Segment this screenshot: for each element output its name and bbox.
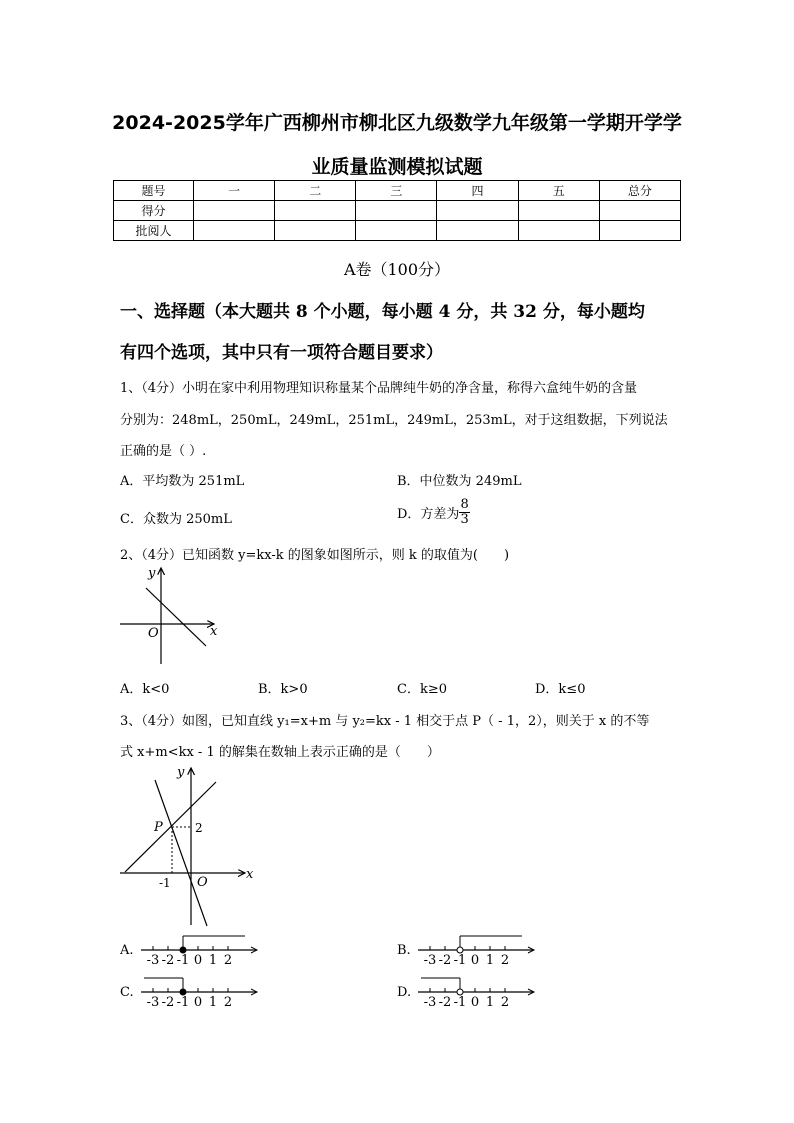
- q1-option-d[interactable]: [397, 498, 470, 527]
- score-input-cell[interactable]: [275, 201, 356, 221]
- q2-y-label: y: [148, 566, 156, 581]
- q2-x-label: x: [210, 624, 218, 639]
- number-line-tick-label: 1: [485, 953, 495, 968]
- number-line-tick-label: 0: [470, 995, 480, 1010]
- q2-option-a[interactable]: A．k<0: [120, 682, 170, 697]
- number-line-tick-label: -3: [423, 953, 437, 968]
- q3-graph: [115, 760, 265, 930]
- section-a-heading: A卷（100分）: [343, 260, 451, 279]
- open-point: [457, 947, 463, 953]
- title-line-2: 业质量监测模拟试题: [311, 156, 483, 178]
- title-line-1: 2024-2025学年广西柳州市柳北区九级数学九年级第一学期开学学: [112, 112, 682, 134]
- number-line-tick-label: -2: [161, 995, 175, 1010]
- score-header-cell: 三: [356, 181, 437, 201]
- score-header-cell: 总分: [599, 181, 680, 201]
- number-line-tick-label: -3: [423, 995, 437, 1010]
- reviewer-row: [114, 221, 681, 241]
- q2-option-c[interactable]: C．k≥0: [397, 682, 447, 697]
- score-input-cell[interactable]: [437, 201, 518, 221]
- score-header-cell: 题号: [114, 181, 194, 201]
- q3-text-line-2: 式 x+m<kx - 1 的解集在数轴上表示正确的是（ ）: [120, 745, 440, 760]
- number-line-tick-label: 1: [208, 953, 218, 968]
- open-point: [457, 989, 463, 995]
- q1-option-d-label: D．方差为: [397, 507, 460, 522]
- q1-option-b[interactable]: B．中位数为 249mL: [397, 474, 522, 489]
- number-line-tick-label: -2: [161, 953, 175, 968]
- number-line-tick-label: 0: [470, 953, 480, 968]
- number-line-tick-label: -1: [176, 995, 190, 1010]
- q3-line-y2: [155, 780, 207, 926]
- section-1-heading-line-1: 一、选择题（本大题共 8 个小题，每小题 4 分，共 32 分，每小题均: [120, 302, 645, 322]
- number-line-tick-label: -2: [438, 995, 452, 1010]
- fraction: [459, 498, 469, 527]
- number-line-tick-label: 1: [485, 995, 495, 1010]
- number-line-tick-label: 0: [193, 953, 203, 968]
- q2-origin-label: O: [148, 626, 159, 641]
- score-table-header-row: [114, 181, 681, 201]
- section-1-heading-line-2: 有四个选项，其中只有一项符合题目要求）: [120, 343, 443, 363]
- reviewer-input-cell[interactable]: [437, 221, 518, 241]
- q3-y-label: y: [177, 765, 185, 780]
- reviewer-input-cell[interactable]: [356, 221, 437, 241]
- filled-point: [180, 989, 186, 995]
- score-header-cell: 五: [518, 181, 599, 201]
- number-line-tick-label: 1: [208, 995, 218, 1010]
- q2-option-d[interactable]: D．k≤0: [535, 682, 586, 697]
- score-input-cell[interactable]: [518, 201, 599, 221]
- reviewer-input-cell[interactable]: [518, 221, 599, 241]
- q2-text-line-1: 2、（4分）已知函数 y=kx-k 的图象如图所示，则 k 的取值为( ): [120, 548, 510, 563]
- number-line-tick-label: 2: [223, 953, 233, 968]
- score-input-cell[interactable]: [194, 201, 275, 221]
- q3-option-d-label[interactable]: D.: [397, 985, 412, 1000]
- number-line-tick-label: 2: [223, 995, 233, 1010]
- fraction-denominator: 3: [460, 512, 469, 527]
- score-header-cell: 四: [437, 181, 518, 201]
- q3-option-a-number-line: [141, 930, 263, 968]
- q2-graph: [110, 560, 230, 670]
- filled-point: [180, 947, 186, 953]
- score-row-label: 得分: [114, 201, 194, 221]
- score-header-cell: 二: [275, 181, 356, 201]
- score-input-cell[interactable]: [356, 201, 437, 221]
- reviewer-input-cell[interactable]: [194, 221, 275, 241]
- fraction-numerator: 8: [460, 497, 469, 512]
- q1-option-c[interactable]: C．众数为 250mL: [120, 512, 232, 527]
- reviewer-input-cell[interactable]: [275, 221, 356, 241]
- number-line-tick-label: -1: [453, 995, 467, 1010]
- q3-origin-label: O: [197, 875, 208, 890]
- q1-text-line-3: 正确的是（ ）.: [120, 444, 207, 459]
- q3-x-value-label: -1: [159, 876, 171, 890]
- q1-text-line-1: 1、（4分）小明在家中利用物理知识称量某个品牌纯牛奶的净含量，称得六盒纯牛奶的含量: [120, 381, 638, 396]
- q1-text-line-2: 分别为：248mL，250mL，249mL，251mL，249mL，253mL，对于这组数据，下列说法: [120, 413, 668, 428]
- score-row: [114, 201, 681, 221]
- reviewer-row-label: 批阅人: [114, 221, 194, 241]
- q3-option-b-number-line: [418, 930, 540, 968]
- q3-text-line-1: 3、（4分）如图，已知直线 y₁=x+m 与 y₂=kx - 1 相交于点 P（ - 1，2），则关于 x 的不等: [120, 714, 650, 729]
- q2-option-b[interactable]: B．k>0: [258, 682, 308, 697]
- q3-option-c-label[interactable]: C.: [120, 985, 134, 1000]
- number-line-tick-label: 2: [500, 953, 510, 968]
- score-table: [113, 180, 681, 241]
- score-header-cell: 一: [194, 181, 275, 201]
- q3-option-b-label[interactable]: B.: [397, 943, 411, 958]
- q3-point-p-label: P: [154, 820, 163, 835]
- q1-option-a[interactable]: A．平均数为 251mL: [120, 474, 245, 489]
- q3-x-label: x: [246, 867, 254, 882]
- number-line-tick-label: -1: [453, 953, 467, 968]
- q3-option-d-number-line: [418, 972, 540, 1010]
- number-line-tick-label: -1: [176, 953, 190, 968]
- reviewer-input-cell[interactable]: [599, 221, 680, 241]
- number-line-tick-label: 2: [500, 995, 510, 1010]
- number-line-tick-label: -3: [146, 995, 160, 1010]
- q3-option-a-label[interactable]: A.: [120, 943, 134, 958]
- q3-option-c-number-line: [141, 972, 263, 1010]
- number-line-tick-label: -2: [438, 953, 452, 968]
- number-line-tick-label: 0: [193, 995, 203, 1010]
- q3-y-value-label: 2: [195, 821, 203, 835]
- score-input-cell[interactable]: [599, 201, 680, 221]
- number-line-tick-label: -3: [146, 953, 160, 968]
